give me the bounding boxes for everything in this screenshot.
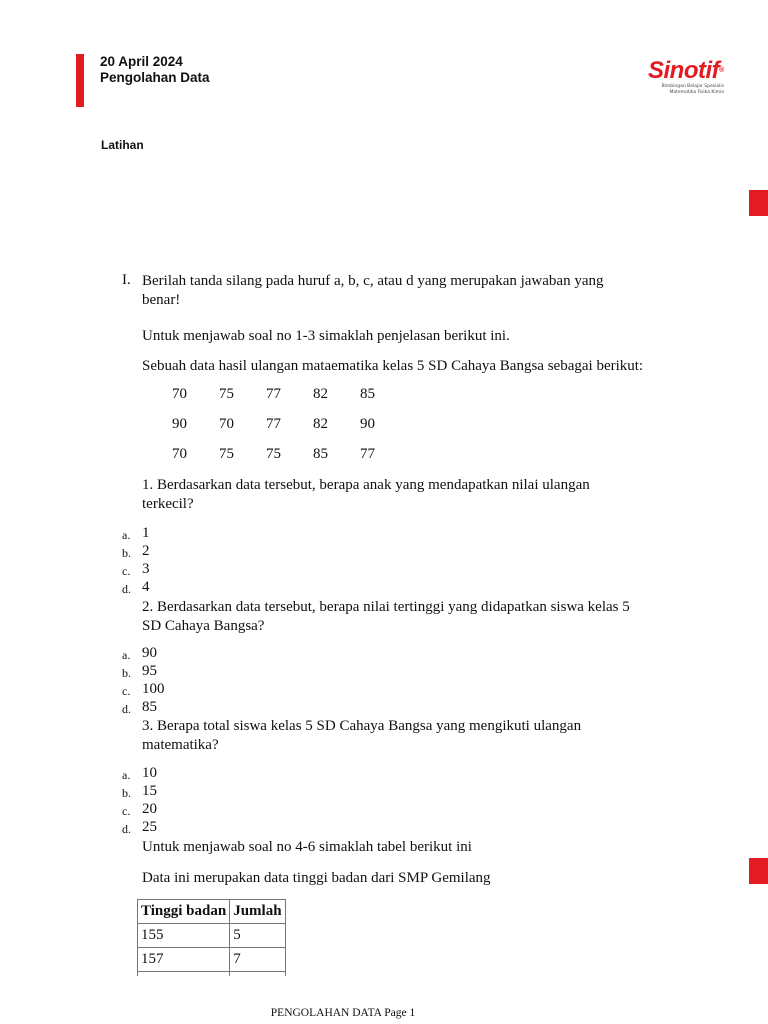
header-title: Pengolahan Data xyxy=(100,70,210,85)
option-letter: d. xyxy=(122,822,131,836)
section-number: I. xyxy=(122,272,131,288)
question-1-text: 1. Berdasarkan data tersebut, berapa anak yang mendapatkan nilai ulangan xyxy=(142,477,590,493)
table-cell: 7 xyxy=(230,948,285,972)
intro-questions-1-3: Untuk menjawab soal no 1-3 simaklah penjelasan berikut ini. xyxy=(142,328,510,344)
data-intro: Sebuah data hasil ulangan mataematika kelas 5 SD Cahaya Bangsa sebagai berikut: xyxy=(142,358,644,374)
question-1-text-cont: terkecil? xyxy=(142,496,194,512)
q1-option-b[interactable]: 2 xyxy=(142,543,150,559)
option-letter: b. xyxy=(122,786,131,800)
table-header-row xyxy=(138,900,286,924)
score-row: 70 75 77 82 85 xyxy=(172,386,375,402)
option-letter: a. xyxy=(122,648,131,662)
option-letter: a. xyxy=(122,528,131,542)
margin-marker-top xyxy=(749,190,768,216)
table-row-continued xyxy=(138,972,286,977)
logo-tagline-2: Matematika Fisika Kimia xyxy=(669,90,724,95)
q2-option-a[interactable]: 90 xyxy=(142,645,157,661)
q2-option-d[interactable]: 85 xyxy=(142,699,157,715)
margin-marker-bottom xyxy=(749,858,768,884)
question-3-text-cont: matematika? xyxy=(142,737,219,753)
instruction-line-1: Berilah tanda silang pada huruf a, b, c, atau d yang merupakan jawaban yang xyxy=(142,273,604,289)
height-table xyxy=(137,899,286,976)
table-row xyxy=(138,948,286,972)
table-intro: Data ini merupakan data tinggi badan dari SMP Gemilang xyxy=(142,870,491,886)
question-2-text: 2. Berdasarkan data tersebut, berapa nilai tertinggi yang didapatkan siswa kelas 5 xyxy=(142,599,630,615)
score-row: 90 70 77 82 90 xyxy=(172,416,375,432)
option-letter: b. xyxy=(122,666,131,680)
section-label: Latihan xyxy=(101,138,144,152)
table-header-count: Jumlah xyxy=(230,900,285,924)
q2-option-c[interactable]: 100 xyxy=(142,681,165,697)
table-cell: 155 xyxy=(138,924,230,948)
question-2-text-cont: SD Cahaya Bangsa? xyxy=(142,618,265,634)
table-cell: 5 xyxy=(230,924,285,948)
q3-option-a[interactable]: 10 xyxy=(142,765,157,781)
sinotif-logo xyxy=(648,58,732,96)
option-letter: c. xyxy=(122,564,131,578)
option-letter: b. xyxy=(122,546,131,560)
intro-questions-4-6: Untuk menjawab soal no 4-6 simaklah tabel berikut ini xyxy=(142,839,472,855)
instruction-line-2: benar! xyxy=(142,292,181,308)
option-letter: d. xyxy=(122,582,131,596)
q1-option-a[interactable]: 1 xyxy=(142,525,150,541)
q3-option-c[interactable]: 20 xyxy=(142,801,157,817)
table-header-height: Tinggi badan xyxy=(138,900,230,924)
option-letter: a. xyxy=(122,768,131,782)
logo-tagline-1: Bimbingan Belajar Spesialis xyxy=(661,84,724,89)
page-footer: PENGOLAHAN DATA Page 1 xyxy=(270,1007,416,1019)
logo-wordmark: Sinotif® xyxy=(648,57,724,84)
option-letter: c. xyxy=(122,804,131,818)
header-date: 20 April 2024 xyxy=(100,54,183,69)
q2-option-b[interactable]: 95 xyxy=(142,663,157,679)
header-accent-bar xyxy=(76,54,84,107)
q3-option-b[interactable]: 15 xyxy=(142,783,157,799)
q3-option-d[interactable]: 25 xyxy=(142,819,157,835)
score-row: 70 75 75 85 77 xyxy=(172,446,375,462)
table-row xyxy=(138,924,286,948)
question-3-text: 3. Berapa total siswa kelas 5 SD Cahaya Bangsa yang mengikuti ulangan xyxy=(142,718,582,734)
q1-option-d[interactable]: 4 xyxy=(142,579,150,595)
table-cell: 157 xyxy=(138,948,230,972)
q1-option-c[interactable]: 3 xyxy=(142,561,150,577)
option-letter: d. xyxy=(122,702,131,716)
option-letter: c. xyxy=(122,684,131,698)
